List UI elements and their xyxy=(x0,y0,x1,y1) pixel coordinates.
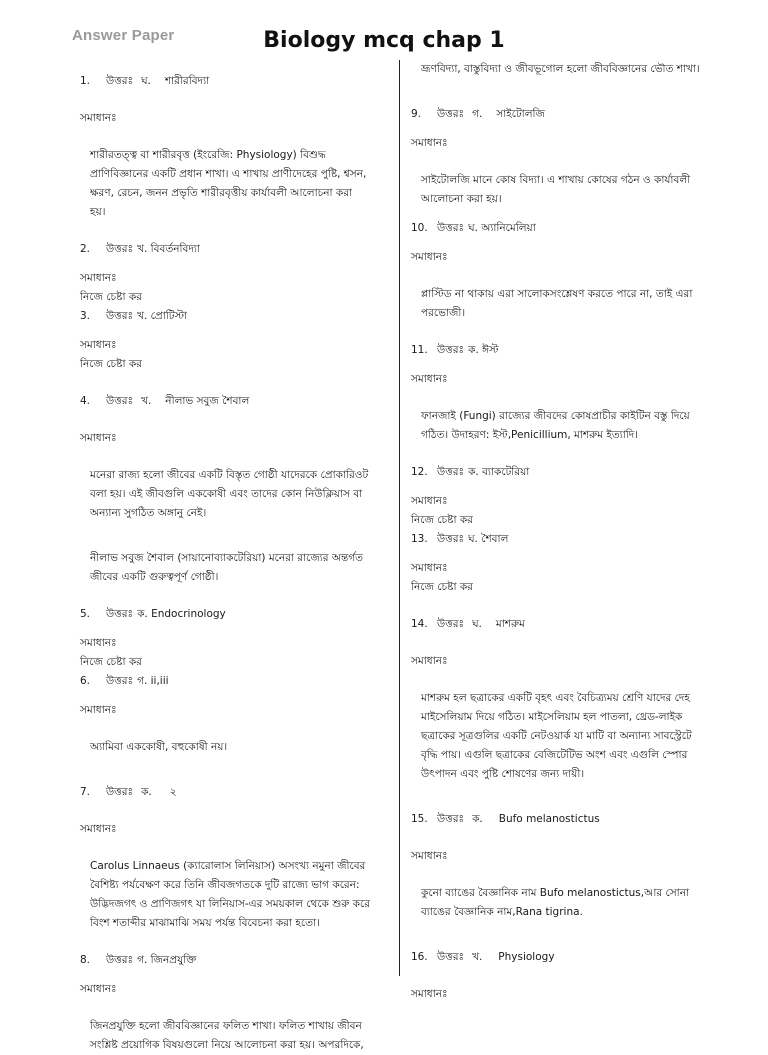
question-number: 13. xyxy=(411,533,428,545)
answer-value: ঘ. শৈবাল xyxy=(468,533,509,545)
solution-line: ফানজাই (Fungi) রাজ্যের জীবদের কোষপ্রাচীর কাইটিন বস্তু দিয়ে xyxy=(421,410,690,422)
question-11-answer xyxy=(411,341,711,360)
document-title: Biology mcq chap 1 xyxy=(263,28,505,53)
answer-option: ঘ. xyxy=(141,75,151,87)
solution-line: মাশরুম হল ছত্রাকের একটি বৃহৎ এবং বৈচিত্র্যময় শ্রেণি যাদের দেহ xyxy=(421,692,690,704)
solution-text xyxy=(80,857,388,933)
solution-label: সমাধানঃ xyxy=(80,704,117,716)
answer-label: উত্তরঃ xyxy=(106,310,134,322)
solution-label: সমাধানঃ xyxy=(80,272,117,284)
solution-line: নীলাভ সবুজ শৈবাল (সায়ানোব্যাকটেরিয়া) মনেরা রাজ্যের অন্তর্গত xyxy=(90,552,363,564)
question-6-answer xyxy=(80,672,388,691)
answer-option: ক. xyxy=(472,813,483,825)
page-header xyxy=(0,0,768,60)
solution-label: সমাধানঃ xyxy=(80,823,117,835)
solution-text xyxy=(80,146,388,222)
answer-label: উত্তরঃ xyxy=(437,344,465,356)
answer-value: গ. ii,iii xyxy=(137,675,169,687)
answer-label: উত্তরঃ xyxy=(106,675,134,687)
question-12-answer xyxy=(411,463,711,482)
solution-text xyxy=(411,285,711,323)
answer-label: উত্তরঃ xyxy=(437,466,465,478)
question-number: 14. xyxy=(411,618,428,630)
answer-value: ক. ঈস্ট xyxy=(468,344,499,356)
solution-label: সমাধানঃ xyxy=(411,495,448,507)
solution-label: সমাধানঃ xyxy=(80,637,117,649)
column-divider xyxy=(399,60,400,976)
answer-value: ঘ. অ্যানিমেলিয়া xyxy=(468,222,536,234)
question-number: 15. xyxy=(411,813,428,825)
solution-text xyxy=(411,171,711,209)
answer-label: উত্তরঃ xyxy=(106,954,134,966)
question-3-answer xyxy=(80,307,388,326)
solution-line: আলোচনা করা হয়। xyxy=(421,193,502,205)
solution-text xyxy=(80,738,388,757)
solution-line: প্লাস্টিড না থাকায় এরা সালোকসংশ্লেষণ করতে পারে না, তাই এরা xyxy=(421,288,693,300)
answer-label: উত্তরঃ xyxy=(437,813,465,825)
solution-line: ভ্রূণবিদ্যা, বাস্তুবিদ্যা ও জীবভূগোল হলো জীববিজ্ঞানের ভৌত শাখা। xyxy=(421,63,700,75)
solution-line: বৃদ্ধি পায়। এগুলি ছত্রাকের বেজিটেটিভ অংশ এবং এগুলি স্পোর xyxy=(421,749,688,761)
answer-label: উত্তরঃ xyxy=(106,395,134,407)
question-number: 7. xyxy=(80,786,91,798)
question-number: 2. xyxy=(80,243,91,255)
solution-label: সমাধানঃ xyxy=(411,988,448,1000)
solution-label: সমাধানঃ xyxy=(80,983,117,995)
solution-line: গঠিত। উদাহরণ: ইস্ট,Penicillium, মাশরুম ইত্যাদি। xyxy=(421,429,639,441)
question-8-answer xyxy=(80,951,388,970)
try-yourself-note: নিজে চেষ্টা কর xyxy=(411,514,473,526)
question-number: 10. xyxy=(411,222,428,234)
solution-line: ব্যাঙের বৈজ্ঞানিক নাম,Rana tigrina. xyxy=(421,906,583,918)
answer-value: খ. প্রোটিস্টা xyxy=(137,310,188,322)
solution-text xyxy=(411,689,711,784)
answer-label: উত্তরঃ xyxy=(437,222,465,234)
answer-value: শারীরবিদ্যা xyxy=(164,75,210,87)
answer-label: উত্তরঃ xyxy=(106,75,134,87)
answer-value: Physiology xyxy=(498,951,555,963)
try-yourself-note: নিজে চেষ্টা কর xyxy=(80,656,142,668)
solution-line: উদ্ভিদজগৎ ও প্রাণিজগৎ যা লিনিয়াস-এর সময়কাল থেকে শুরু করে xyxy=(90,898,371,910)
question-number: 12. xyxy=(411,466,428,478)
solution-text xyxy=(80,466,388,523)
solution-line: মাইসেলিয়াম দিয়ে গঠিত। মাইসেলিয়াম হল পাতলা, থ্রেড-লাইক xyxy=(421,711,683,723)
answer-value: গ. জিনপ্রযুক্তি xyxy=(137,954,197,966)
answer-value: নীলাভ সবুজ শৈবাল xyxy=(165,395,250,407)
answer-value: ক. ব্যাকটেরিয়া xyxy=(468,466,530,478)
answer-option: খ. xyxy=(472,951,483,963)
continued-solution-text xyxy=(411,60,711,79)
answer-label: উত্তরঃ xyxy=(437,618,465,630)
solution-line: অন্যান্য সুগঠিত অঙ্গানু নেই। xyxy=(90,507,207,519)
answer-value: সাইটোলজি xyxy=(496,108,545,120)
question-number: 11. xyxy=(411,344,428,356)
solution-line: বলা হয়। এই জীবগুলি এককোষী এবং তাদের কোন নিউক্লিয়াস বা xyxy=(90,488,363,500)
answer-option: ক. xyxy=(141,786,152,798)
question-15-answer xyxy=(411,810,711,829)
answer-option: খ. xyxy=(141,395,152,407)
answer-value: খ. বিবর্তনবিদ্যা xyxy=(137,243,200,255)
answer-value: Bufo melanostictus xyxy=(498,813,600,825)
question-number: 1. xyxy=(80,75,91,87)
answer-option: গ. xyxy=(472,108,483,120)
question-5-answer xyxy=(80,605,388,624)
answer-label: উত্তরঃ xyxy=(106,786,134,798)
solution-line: পরভোজী। xyxy=(421,307,466,319)
question-number: 3. xyxy=(80,310,91,322)
question-4-answer xyxy=(80,392,388,411)
solution-line: ক্ষরণ, রেচন, জনন প্রভৃতি শারীরবৃত্তীয় কার্যাবলী আলোচনা করা xyxy=(90,187,353,199)
solution-label: সমাধানঃ xyxy=(411,655,448,667)
solution-label: সমাধানঃ xyxy=(411,850,448,862)
solution-label: সমাধানঃ xyxy=(411,373,448,385)
solution-line: হয়। xyxy=(90,206,106,218)
answer-option: ঘ. xyxy=(472,618,482,630)
solution-line: বৈশিষ্ট্য পর্যবেক্ষণ করে তিনি জীবজগতকে দুটি রাজ্যে ভাগ করেন: xyxy=(90,879,360,891)
answer-value: মাশরুম xyxy=(495,618,525,630)
solution-text xyxy=(411,884,711,922)
question-10-answer xyxy=(411,219,711,238)
solution-line: সাইটোলজি মানে কোষ বিদ্যা। এ শাখায় কোষের গঠন ও কার্যাবলী xyxy=(421,174,691,186)
question-2-answer xyxy=(80,240,388,259)
try-yourself-note: নিজে চেষ্টা কর xyxy=(411,581,473,593)
question-16-answer xyxy=(411,948,711,967)
answer-label: উত্তরঃ xyxy=(106,608,134,620)
question-13-answer xyxy=(411,530,711,549)
solution-label: সমাধানঃ xyxy=(80,112,117,124)
solution-line: ছত্রাকের সূত্রগুলির একটি নেটওয়ার্ক যা মাটি বা অন্যান্য সাবস্ট্রেটে xyxy=(421,730,692,742)
solution-label: সমাধানঃ xyxy=(411,251,448,263)
answer-value: ক. Endocrinology xyxy=(137,608,226,620)
answer-label: উত্তরঃ xyxy=(437,533,465,545)
solution-line: জীবের একটি গুরুত্বপূর্ণ গোষ্ঠী। xyxy=(90,571,219,583)
question-14-answer xyxy=(411,615,711,634)
left-column xyxy=(80,72,388,1055)
solution-line: সংশ্লিষ্ট প্রয়োগিক বিষয়গুলো নিয়ে আলোচনা করা হয়। অপরদিকে, xyxy=(90,1039,364,1051)
solution-label: সমাধানঃ xyxy=(80,339,117,351)
solution-label: সমাধানঃ xyxy=(411,562,448,574)
solution-line: জিনপ্রযুক্তি হলো জীববিজ্ঞানের ফলিত শাখা। ফলিত শাখায় জীবন xyxy=(90,1020,362,1032)
solution-line: প্রাণিবিজ্ঞানের একটি প্রধান শাখা। এ শাখায় প্রাণীদেহের পুষ্টি, শ্বসন, xyxy=(90,168,367,180)
solution-label: সমাধানঃ xyxy=(411,137,448,149)
answer-label: উত্তরঃ xyxy=(106,243,134,255)
question-number: 8. xyxy=(80,954,91,966)
solution-line: মনেরা রাজ্য হলো জীবের একটি বিস্তৃত গোষ্ঠী যাদেরকে প্রোকারিওট xyxy=(90,469,369,481)
solution-line: শারীরতত্ত্ব বা শারীরবৃত্ত (ইংরেজি: Physiology) বিশুদ্ধ xyxy=(90,149,326,161)
question-7-answer xyxy=(80,783,388,802)
question-number: 9. xyxy=(411,108,422,120)
question-number: 4. xyxy=(80,395,91,407)
answer-label: উত্তরঃ xyxy=(437,108,465,120)
right-column xyxy=(411,60,711,1004)
solution-line: উৎপাদন এবং পুষ্টি শোষণের জন্য দায়ী। xyxy=(421,768,585,780)
solution-line: বিংশ শতাব্দীর মাঝামাঝি সময় পর্যন্ত বিবেচনা করা হতো। xyxy=(90,917,320,929)
answer-label: উত্তরঃ xyxy=(437,951,465,963)
solution-text xyxy=(411,407,711,445)
solution-line: কুনো ব্যাঙের বৈজ্ঞানিক নাম Bufo melanostictus,আর সোনা xyxy=(421,887,690,899)
question-9-answer xyxy=(411,105,711,124)
solution-text xyxy=(80,549,388,587)
question-number: 6. xyxy=(80,675,91,687)
question-number: 5. xyxy=(80,608,91,620)
solution-label: সমাধানঃ xyxy=(80,432,117,444)
question-1-answer xyxy=(80,72,388,91)
question-number: 16. xyxy=(411,951,428,963)
brand-label: Answer Paper xyxy=(72,27,175,44)
answer-value: ২ xyxy=(169,786,177,798)
solution-text xyxy=(80,1017,388,1055)
try-yourself-note: নিজে চেষ্টা কর xyxy=(80,291,142,303)
solution-line: Carolus Linnaeus (ক্যারোলাস লিনিয়াস) অসংখ্য নমুনা জীবের xyxy=(90,860,366,872)
solution-line: অ্যামিবা এককোষী, বহুকোষী নয়। xyxy=(90,741,228,753)
try-yourself-note: নিজে চেষ্টা কর xyxy=(80,358,142,370)
